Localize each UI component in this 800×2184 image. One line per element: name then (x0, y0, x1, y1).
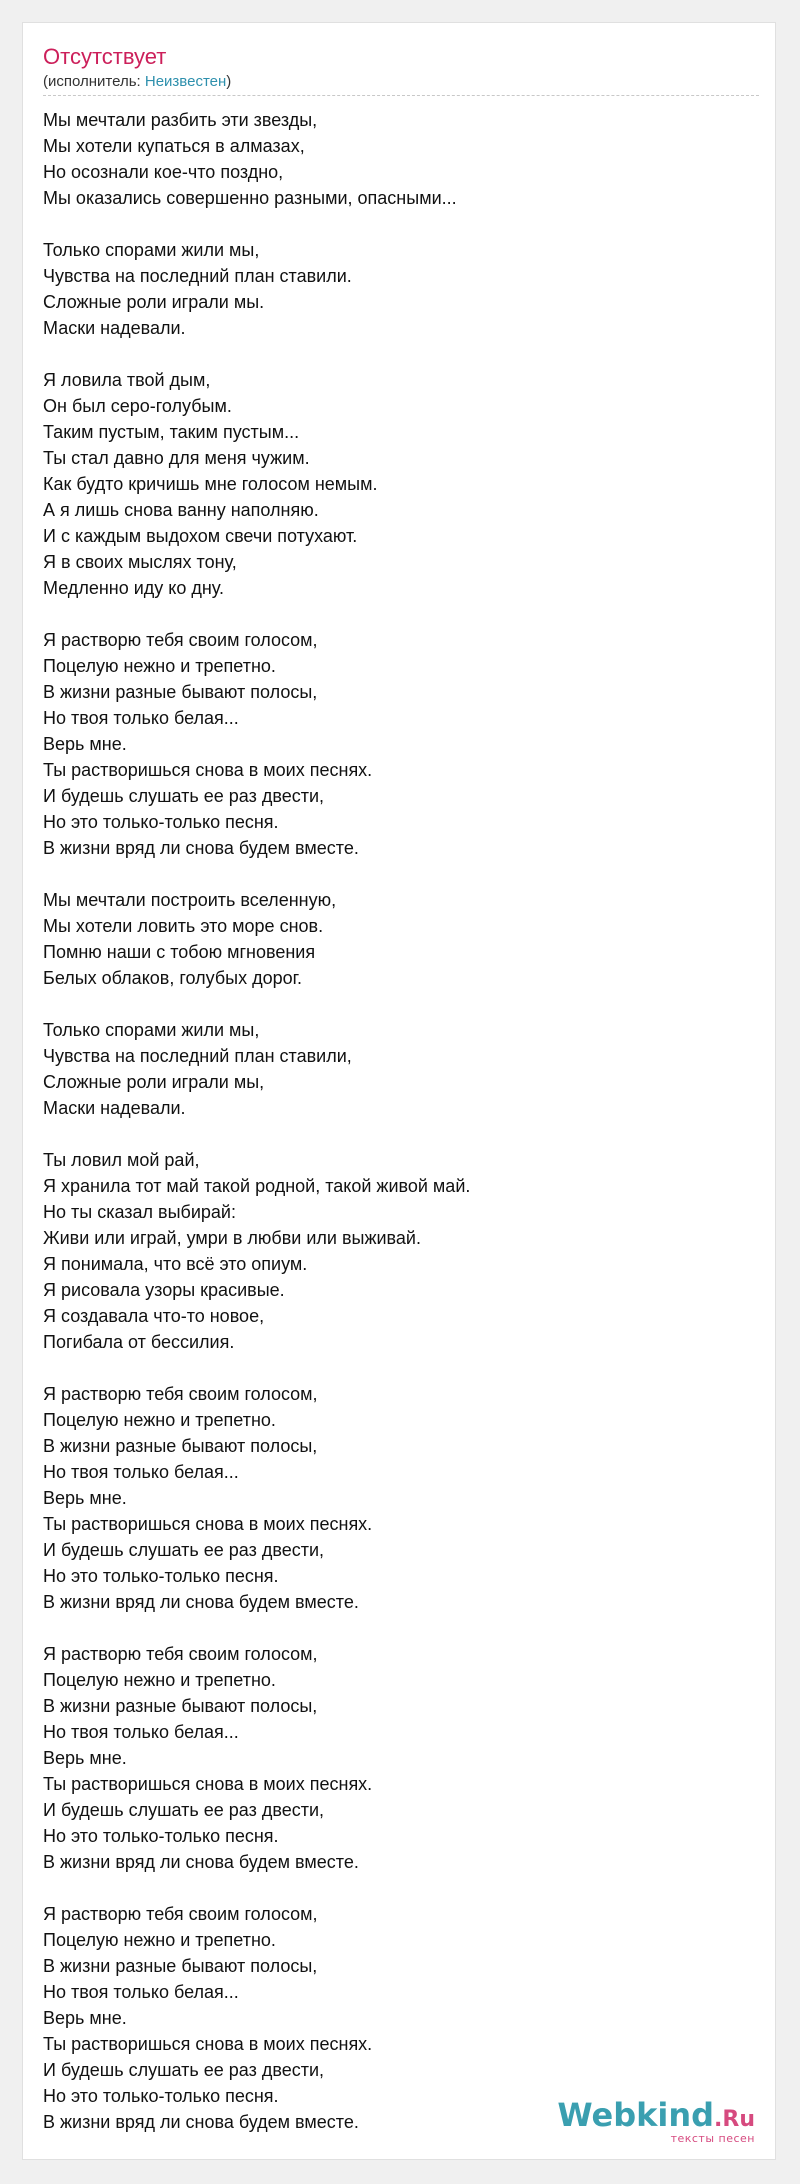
lyrics-line: В жизни вряд ли снова будем вместе. (43, 2112, 359, 2132)
lyrics-body (43, 107, 759, 2135)
lyrics-line: Я хранила тот май такой родной, такой живой май. (43, 1176, 471, 1196)
lyrics-line: Только спорами жили мы, (43, 240, 260, 260)
lyrics-line: Мы хотели ловить это море снов. (43, 916, 324, 936)
lyrics-stanza (43, 627, 759, 861)
lyrics-stanza (43, 1147, 759, 1355)
lyrics-stanza (43, 1017, 759, 1121)
lyrics-line: И будешь слушать ее раз двести, (43, 1540, 325, 1560)
song-title: Отсутствует (43, 44, 167, 69)
lyrics-line: В жизни вряд ли снова будем вместе. (43, 1852, 359, 1872)
lyrics-line: Я рисовала узоры красивые. (43, 1280, 285, 1300)
lyrics-line: Сложные роли играли мы, (43, 1072, 265, 1092)
lyrics-line: Ты стал давно для меня чужим. (43, 448, 310, 468)
lyrics-line: Белых облаков, голубых дорог. (43, 968, 302, 988)
lyrics-line: Маски надевали. (43, 318, 186, 338)
lyrics-line: Поцелую нежно и трепетно. (43, 1410, 276, 1430)
lyrics-line: Но твоя только белая... (43, 1982, 239, 2002)
lyrics-line: Я растворю тебя своим голосом, (43, 1384, 318, 1404)
artist-link[interactable]: Неизвестен (144, 73, 227, 90)
site-logo[interactable] (557, 2096, 755, 2145)
lyrics-line: И будешь слушать ее раз двести, (43, 2060, 325, 2080)
lyrics-stanza (43, 107, 759, 211)
logo-tld: .Ru (714, 2107, 755, 2132)
lyrics-line: Верь мне. (43, 2008, 127, 2028)
lyrics-line: В жизни разные бывают полосы, (43, 682, 318, 702)
lyrics-line: Но осознали кое-что поздно, (43, 162, 284, 182)
lyrics-stanza (43, 1381, 759, 1615)
lyrics-line: Мы хотели купаться в алмазах, (43, 136, 305, 156)
lyrics-card (22, 22, 776, 2160)
lyrics-line: И с каждым выдохом свечи потухают. (43, 526, 358, 546)
lyrics-line: Я понимала, что всё это опиум. (43, 1254, 308, 1274)
lyrics-stanza (43, 367, 759, 601)
lyrics-line: Помню наши с тобою мгновения (43, 942, 316, 962)
lyrics-line: Верь мне. (43, 1488, 127, 1508)
logo-tagline: тексты песен (670, 2132, 755, 2145)
lyrics-line: И будешь слушать ее раз двести, (43, 1800, 325, 1820)
artist-line (43, 73, 759, 96)
artist-suffix: ) (226, 73, 232, 90)
lyrics-line: Но твоя только белая... (43, 1722, 239, 1742)
lyrics-line: Я ловила твой дым, (43, 370, 211, 390)
lyrics-line: Ты растворишься снова в моих песнях. (43, 2034, 373, 2054)
lyrics-line: Но это только-только песня. (43, 1826, 279, 1846)
lyrics-line: Я растворю тебя своим голосом, (43, 1904, 318, 1924)
lyrics-line: Поцелую нежно и трепетно. (43, 1930, 276, 1950)
logo-brand: Webkind (557, 2096, 715, 2134)
lyrics-line: Верь мне. (43, 1748, 127, 1768)
lyrics-stanza (43, 1641, 759, 1875)
lyrics-line: Он был серо-голубым. (43, 396, 232, 416)
lyrics-line: Живи или играй, умри в любви или выживай. (43, 1228, 421, 1248)
lyrics-line: В жизни разные бывают полосы, (43, 1436, 318, 1456)
lyrics-line: В жизни вряд ли снова будем вместе. (43, 838, 359, 858)
lyrics-line: Поцелую нежно и трепетно. (43, 1670, 276, 1690)
lyrics-line: И будешь слушать ее раз двести, (43, 786, 325, 806)
lyrics-line: Но твоя только белая... (43, 1462, 239, 1482)
lyrics-line: Сложные роли играли мы. (43, 292, 265, 312)
lyrics-line: Ты растворишься снова в моих песнях. (43, 760, 373, 780)
lyrics-line: Медленно иду ко дну. (43, 578, 225, 598)
lyrics-stanza (43, 887, 759, 991)
lyrics-line: Верь мне. (43, 734, 127, 754)
lyrics-line: Но твоя только белая... (43, 708, 239, 728)
lyrics-line: В жизни разные бывают полосы, (43, 1956, 318, 1976)
lyrics-line: Но это только-только песня. (43, 1566, 279, 1586)
lyrics-line: В жизни вряд ли снова будем вместе. (43, 1592, 359, 1612)
lyrics-line: Таким пустым, таким пустым... (43, 422, 300, 442)
lyrics-line: Погибала от бессилия. (43, 1332, 235, 1352)
lyrics-line: Чувства на последний план ставили, (43, 1046, 352, 1066)
lyrics-line: Мы мечтали построить вселенную, (43, 890, 337, 910)
lyrics-line: В жизни разные бывают полосы, (43, 1696, 318, 1716)
lyrics-line: Ты растворишься снова в моих песнях. (43, 1514, 373, 1534)
lyrics-line: Маски надевали. (43, 1098, 186, 1118)
lyrics-line: Но это только-только песня. (43, 812, 279, 832)
lyrics-line: Ты ловил мой рай, (43, 1150, 200, 1170)
lyrics-line: Но ты сказал выбирай: (43, 1202, 236, 1222)
lyrics-line: Я в своих мыслях тону, (43, 552, 237, 572)
artist-prefix: (исполнитель: (43, 73, 145, 90)
lyrics-line: Только спорами жили мы, (43, 1020, 260, 1040)
lyrics-line: Ты растворишься снова в моих песнях. (43, 1774, 373, 1794)
lyrics-line: Я растворю тебя своим голосом, (43, 1644, 318, 1664)
lyrics-line: Поцелую нежно и трепетно. (43, 656, 276, 676)
lyrics-line: Я растворю тебя своим голосом, (43, 630, 318, 650)
logo-wordmark (557, 2096, 755, 2134)
lyrics-stanza (43, 237, 759, 341)
lyrics-line: Но это только-только песня. (43, 2086, 279, 2106)
lyrics-line: Мы оказались совершенно разными, опасными... (43, 188, 457, 208)
lyrics-line: Чувства на последний план ставили. (43, 266, 352, 286)
lyrics-line: Как будто кричишь мне голосом немым. (43, 474, 378, 494)
lyrics-line: А я лишь снова ванну наполняю. (43, 500, 319, 520)
lyrics-line: Я создавала что-то новое, (43, 1306, 265, 1326)
lyrics-line: Мы мечтали разбить эти звезды, (43, 110, 318, 130)
